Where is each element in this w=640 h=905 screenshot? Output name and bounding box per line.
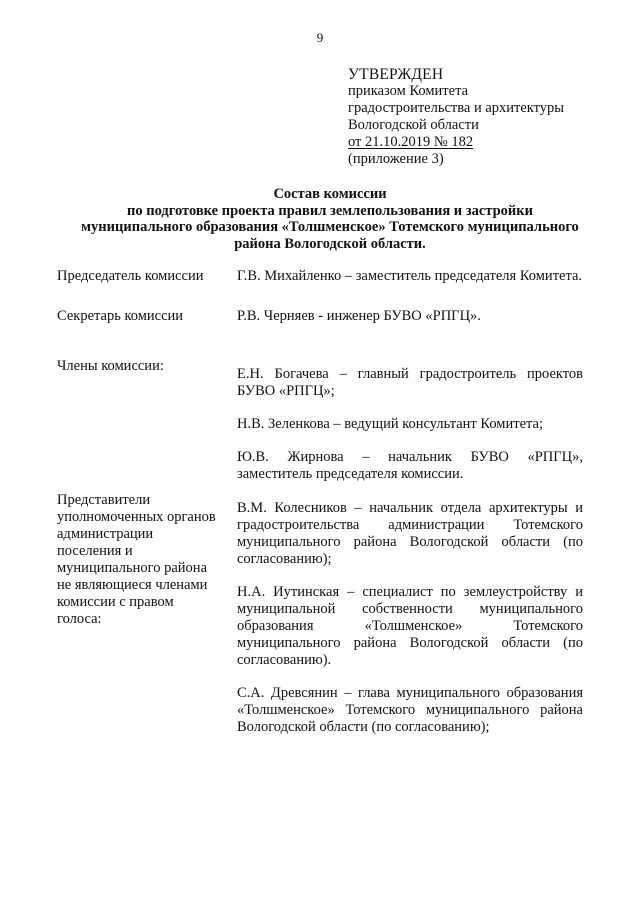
member-entry: Г.В. Михайленко – заместитель председателя Комитета. — [237, 268, 583, 284]
approval-block — [348, 66, 608, 168]
approval-line: Вологодской области — [348, 117, 479, 133]
role-label: Члены комиссии: — [57, 358, 164, 374]
member-list — [237, 358, 583, 483]
member-entry: В.М. Колесников – начальник отдела архитектуры и градостроительства администрации Тотемского муниципального района Вологодской области (по согласованию); — [237, 500, 583, 567]
member-list — [237, 268, 583, 285]
role-label: Представители уполномоченных органов администрации поселения и муниципального района не являющиеся членами комиссии с правом голоса: — [57, 492, 216, 627]
approval-line: приказом Комитета — [348, 83, 469, 99]
member-entry: Н.В. Зеленкова – ведущий консультант Комитета; — [237, 416, 543, 432]
title-line: муниципального образования «Толшменское» Тотемского муниципального — [81, 219, 579, 235]
title-line: по подготовке проекта правил землепользования и застройки — [127, 202, 533, 219]
order-reference: от 21.10.2019 № 182 — [348, 134, 474, 150]
role-label: Председатель комиссии — [57, 268, 204, 284]
member-entry: Е.Н. Богачева – главный градостроитель проектов БУВО «РПГЦ»; — [237, 366, 583, 399]
member-list — [237, 492, 583, 736]
document-title — [40, 186, 620, 252]
member-list — [237, 308, 583, 325]
member-entry: Р.В. Черняев - инженер БУВО «РПГЦ». — [237, 308, 481, 324]
member-entry: С.А. Древсянин – глава муниципального образования «Толшменское» Тотемского муниципального района Вологодской области (по согласованию); — [237, 685, 583, 735]
approval-heading: УТВЕРЖДЕН — [348, 66, 444, 83]
member-entry: Н.А. Иутинская – специалист по землеустройству и муниципальной собственности муниципального образования «Толшменское» Тотемского муниципального района Вологодской области (по согласованию). — [237, 584, 583, 668]
member-entry: Ю.В. Жирнова – начальник БУВО «РПГЦ», заместитель председателя комиссии. — [237, 449, 583, 482]
title-line: района Вологодской области. — [234, 235, 426, 252]
appendix-label: (приложение 3) — [348, 151, 444, 167]
page-number: 9 — [316, 30, 324, 45]
title-line: Состав комиссии — [273, 186, 387, 202]
role-label: Секретарь комиссии — [57, 308, 184, 324]
approval-line: градостроительства и архитектуры — [348, 100, 565, 116]
